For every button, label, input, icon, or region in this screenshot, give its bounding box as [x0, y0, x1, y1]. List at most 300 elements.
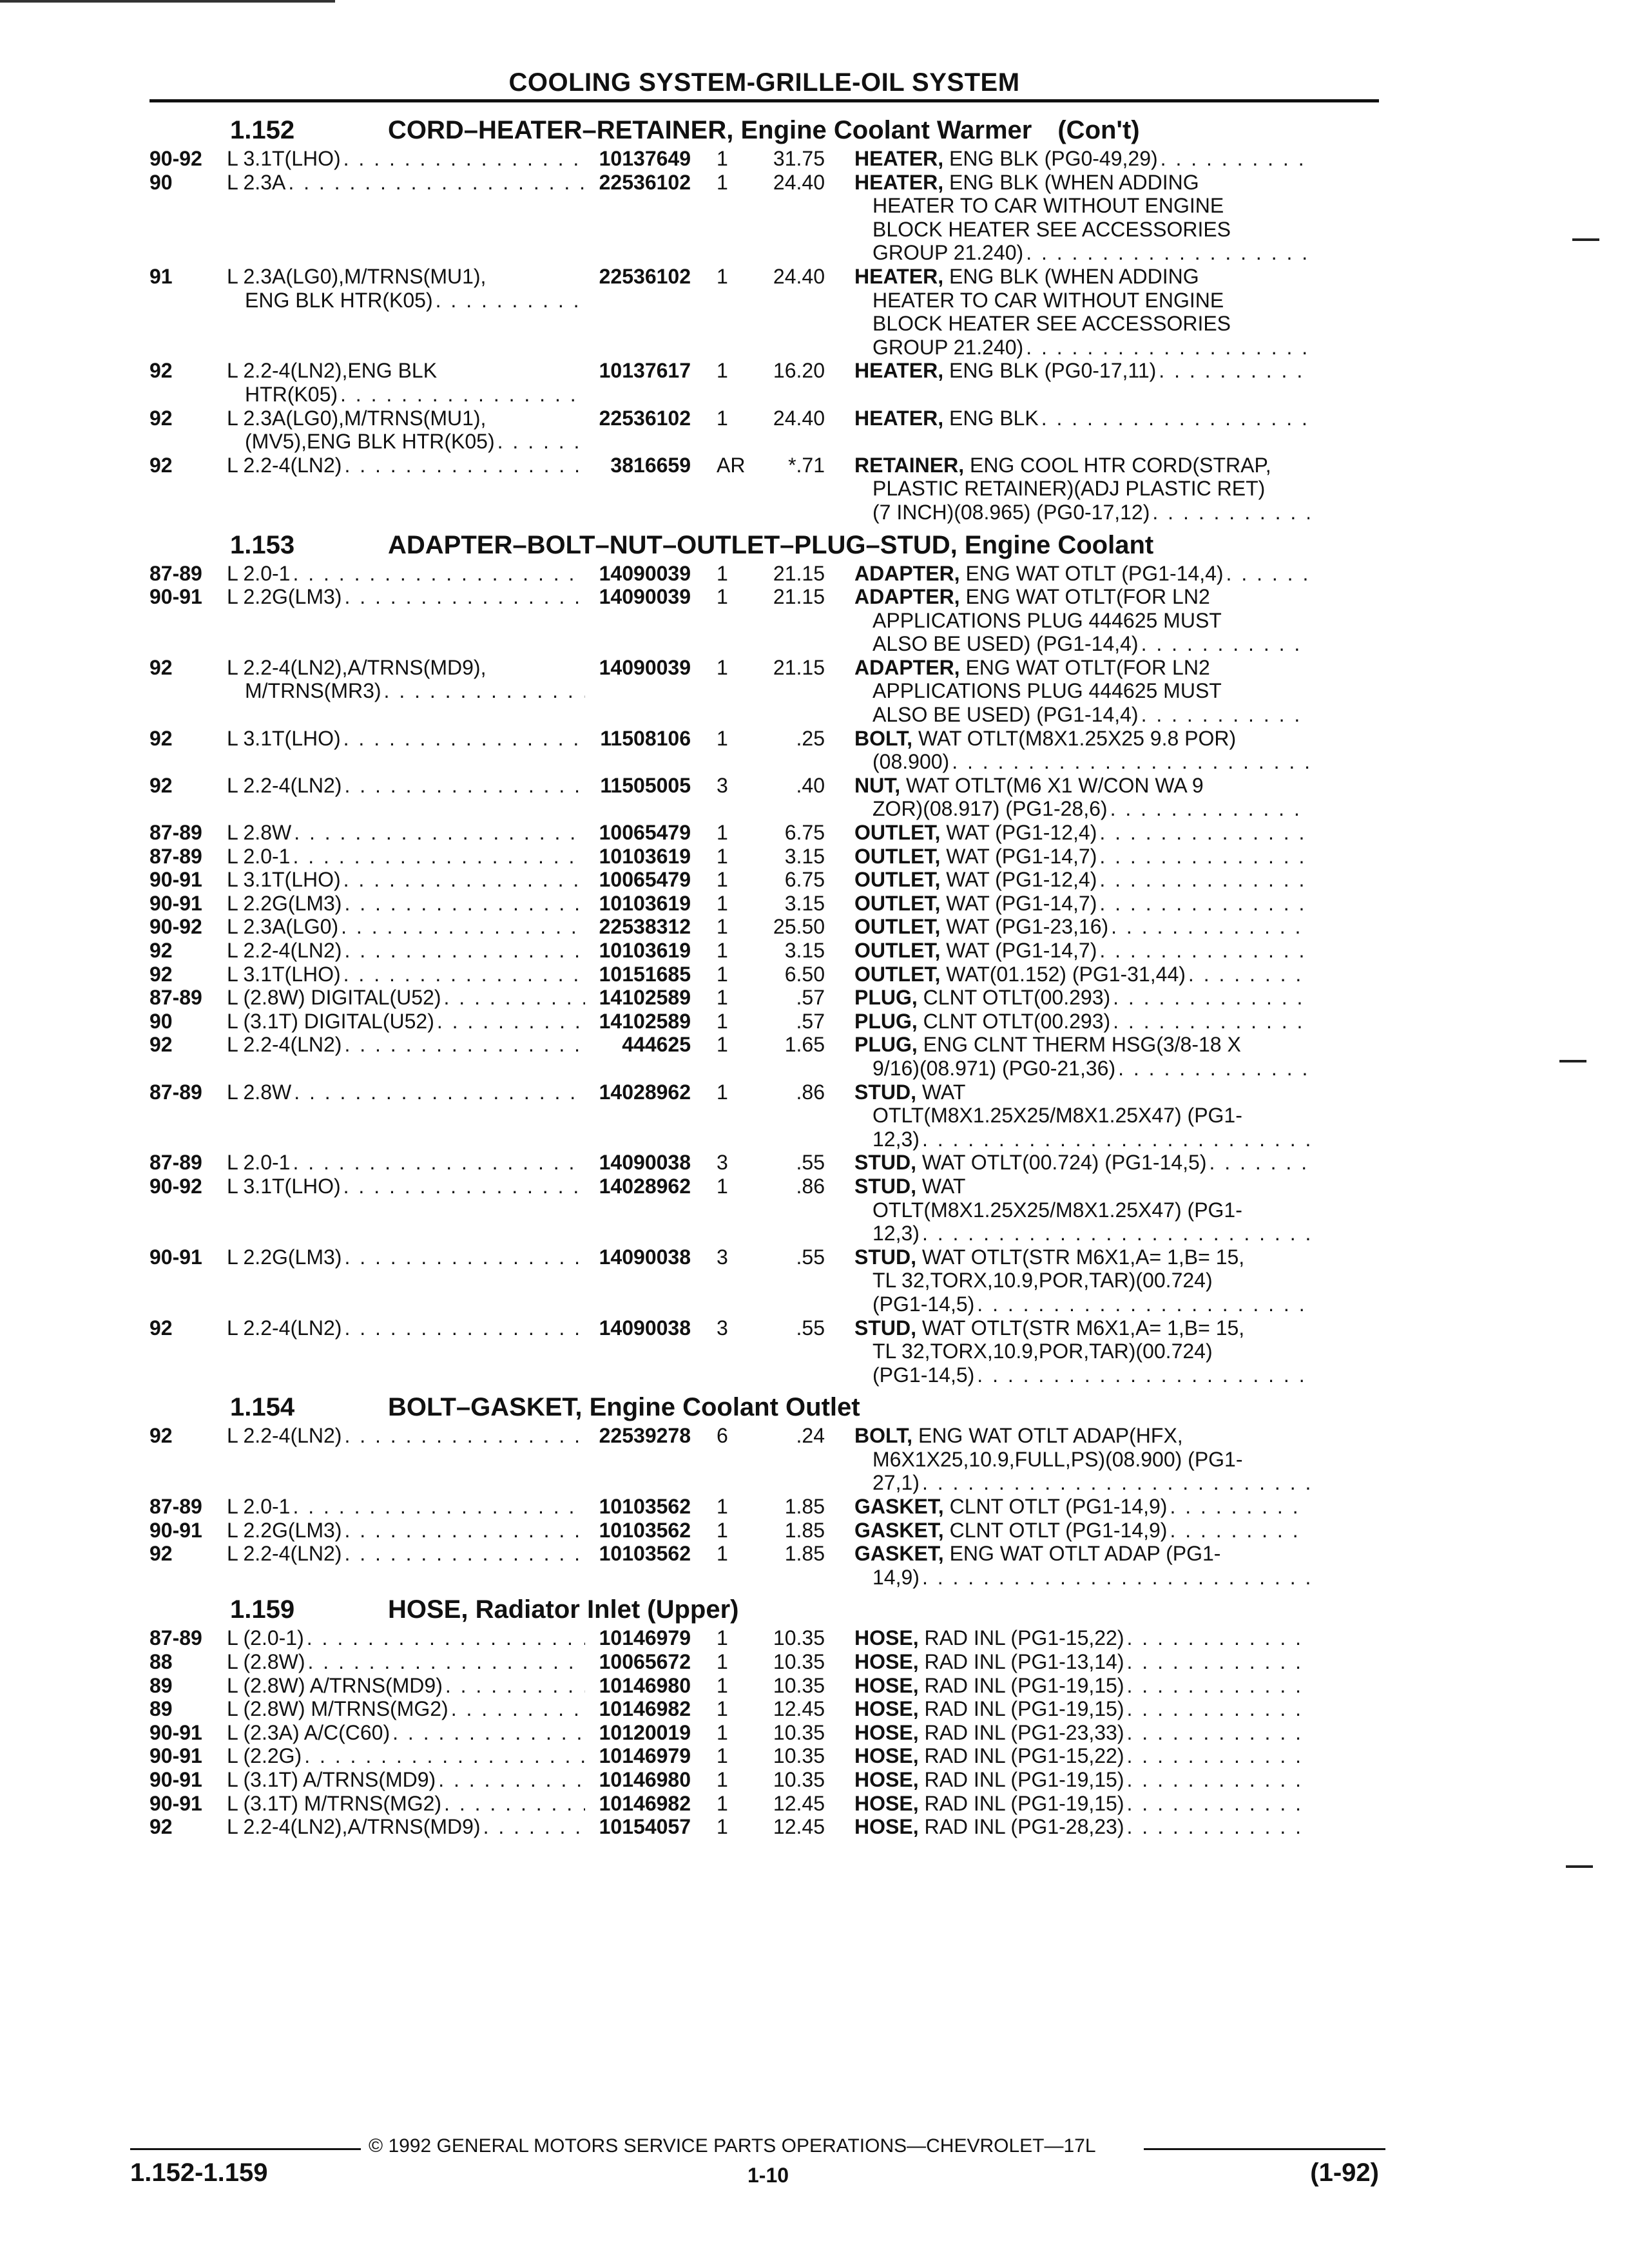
part-number: 22536102	[599, 170, 691, 194]
parts-row	[149, 821, 1379, 845]
part-name: PLUG,	[854, 1009, 918, 1033]
footer-rule-left	[130, 2148, 361, 2150]
part-detail: WAT	[921, 1080, 966, 1104]
description-text: L (2.8W)	[227, 1650, 305, 1674]
dot-leader	[1127, 1815, 1310, 1839]
description-line	[227, 1697, 588, 1721]
dot-leader	[293, 562, 585, 586]
part-name: HEATER,	[854, 170, 944, 194]
part-line	[854, 171, 1312, 195]
part-line	[854, 1448, 1312, 1472]
part-name: HOSE,	[854, 1650, 919, 1674]
parts-row	[149, 1721, 1379, 1745]
parts-row	[149, 1792, 1379, 1816]
section-range: 1.152-1.159	[130, 2158, 268, 2187]
part-name: GASKET,	[854, 1495, 944, 1519]
application-description	[227, 454, 588, 477]
description-text: L 2.2-4(LN2)	[227, 1316, 342, 1340]
part-name: OUTLET,	[854, 891, 941, 915]
parts-row	[149, 892, 1379, 916]
application-description	[227, 1519, 588, 1542]
description-text: ENG BLK HTR(K05)	[245, 288, 433, 312]
price: 21.15	[773, 585, 825, 609]
part-detail: WAT OTLT(M6 X1 W/CON WA 9	[906, 773, 1204, 797]
part-line	[854, 915, 1312, 939]
price: 12.45	[773, 1815, 825, 1839]
part-line	[854, 1293, 1312, 1316]
dot-leader	[294, 1081, 585, 1104]
part-detail: WAT (PG1-23,16)	[946, 915, 1109, 939]
description-line	[227, 939, 588, 963]
part-detail: OTLT(M8X1.25X25/M8X1.25X47) (PG1-	[872, 1198, 1242, 1222]
dot-leader	[293, 845, 585, 869]
part-detail: ENG WAT OTLT(FOR LN2	[965, 655, 1210, 679]
parts-row	[149, 1815, 1379, 1839]
part-detail: RAD INL (PG1-19,15)	[924, 1697, 1124, 1721]
application-description	[227, 986, 588, 1010]
part-number: 10103619	[599, 939, 691, 962]
part-name: HOSE,	[854, 1791, 919, 1815]
parts-row	[149, 986, 1379, 1010]
part-line	[854, 1815, 1312, 1839]
section-heading	[149, 1593, 1379, 1626]
quantity: 1	[717, 1518, 728, 1542]
section-number: 1.159	[230, 1595, 295, 1624]
model-years: 87-89	[149, 1626, 202, 1650]
description-line	[227, 454, 588, 477]
part-line	[854, 727, 1312, 751]
part-line	[854, 1674, 1312, 1698]
dot-leader	[1127, 1626, 1310, 1650]
continued-label: (Con't)	[1057, 116, 1140, 144]
price: 6.75	[784, 868, 825, 892]
price: 3.15	[784, 844, 825, 868]
application-description	[227, 1424, 588, 1448]
quantity: 1	[717, 1720, 728, 1744]
quantity: 1	[717, 868, 728, 892]
parts-row	[149, 1626, 1379, 1650]
description-text: L 2.2G(LM3)	[227, 1518, 342, 1542]
application-description	[227, 939, 588, 963]
dot-leader	[451, 1697, 585, 1721]
dot-leader	[304, 1744, 585, 1768]
dot-leader	[1127, 1697, 1310, 1721]
part-description	[854, 1316, 1312, 1387]
description-text: L (2.3A) A/C(C60)	[227, 1720, 390, 1744]
part-description	[854, 1175, 1312, 1245]
description-line	[227, 868, 588, 892]
part-name: GASKET,	[854, 1518, 944, 1542]
part-detail: ENG WAT OTLT ADAP(HFX,	[918, 1424, 1183, 1448]
part-line	[854, 1128, 1312, 1151]
price: .86	[796, 1080, 825, 1104]
part-number: 22539278	[599, 1424, 691, 1448]
price: 6.75	[784, 821, 825, 845]
parts-row	[149, 1674, 1379, 1698]
part-line	[854, 194, 1312, 218]
dot-leader	[343, 1175, 585, 1198]
application-description	[227, 1316, 588, 1340]
description-text: L (2.0-1)	[227, 1626, 304, 1650]
part-detail: WAT (PG1-14,7)	[946, 891, 1097, 915]
dot-leader	[344, 774, 585, 798]
description-line	[227, 171, 588, 195]
price: *.71	[788, 453, 825, 477]
price: 24.40	[773, 406, 825, 430]
price: 10.35	[773, 1626, 825, 1650]
part-line	[854, 609, 1312, 633]
part-detail: 14,9)	[872, 1565, 920, 1589]
part-name: RETAINER,	[854, 453, 965, 477]
dot-leader	[1161, 147, 1309, 171]
dot-leader	[344, 1519, 585, 1542]
model-years: 90	[149, 1009, 173, 1033]
part-detail: APPLICATIONS PLUG 444625 MUST	[872, 608, 1222, 632]
part-number: 10065672	[599, 1650, 691, 1674]
part-name: BOLT,	[854, 1424, 913, 1448]
dot-leader	[343, 963, 585, 986]
section-number: 1.152	[230, 116, 295, 144]
section-title-text: BOLT–GASKET, Engine Coolant Outlet	[388, 1393, 860, 1422]
part-detail: ENG BLK (WHEN ADDING	[949, 170, 1199, 194]
application-description	[227, 1151, 588, 1175]
part-detail: WAT	[921, 1174, 966, 1198]
part-description	[854, 727, 1312, 774]
quantity: 1	[717, 821, 728, 845]
part-detail: ALSO BE USED) (PG1-14,4)	[872, 703, 1139, 727]
part-line	[854, 265, 1312, 289]
model-years: 92	[149, 1316, 173, 1340]
price: 25.50	[773, 915, 825, 939]
margin-mark	[1559, 1060, 1586, 1062]
model-years: 90-91	[149, 1744, 202, 1768]
part-detail: RAD INL (PG1-28,23)	[924, 1815, 1124, 1839]
description-text: M/TRNS(MR3)	[245, 679, 381, 703]
dot-leader	[444, 986, 586, 1010]
part-line	[854, 1768, 1312, 1792]
part-line	[854, 1650, 1312, 1674]
part-number: 14090039	[599, 585, 691, 609]
part-line	[854, 750, 1312, 774]
description-text: L 2.2-4(LN2)	[227, 1033, 342, 1057]
part-detail: 12,3)	[872, 1222, 920, 1245]
part-number: 10146979	[599, 1744, 691, 1768]
description-text: L 2.2-4(LN2)	[227, 453, 342, 477]
part-name: STUD,	[854, 1245, 916, 1269]
part-name: OUTLET,	[854, 821, 941, 845]
part-line	[854, 1626, 1312, 1650]
dot-leader	[1099, 868, 1309, 892]
quantity: 1	[717, 170, 728, 194]
part-description	[854, 1744, 1312, 1768]
part-detail: TL 32,TORX,10.9,POR,TAR)(00.724)	[872, 1340, 1213, 1363]
part-number: 10146982	[599, 1791, 691, 1815]
application-description	[227, 774, 588, 798]
price: .57	[796, 986, 825, 1010]
part-number: 10120019	[599, 1720, 691, 1744]
dot-leader	[977, 1293, 1309, 1316]
quantity: 1	[717, 1650, 728, 1674]
footer-rule-right	[1144, 2148, 1385, 2150]
section-title	[388, 528, 1153, 562]
dot-leader	[977, 1363, 1309, 1387]
parts-row	[149, 1081, 1379, 1151]
parts-row	[149, 171, 1379, 265]
model-years: 87-89	[149, 1495, 202, 1519]
description-text: L 3.1T(LHO)	[227, 147, 341, 170]
part-line	[854, 632, 1312, 656]
model-years: 92	[149, 726, 173, 750]
section-heading	[149, 113, 1379, 147]
price: .25	[796, 726, 825, 750]
description-line	[227, 1033, 588, 1057]
part-line	[854, 562, 1312, 586]
part-detail: M6X1X25,10.9,FULL,PS)(08.900) (PG1-	[872, 1447, 1243, 1471]
model-years: 90-92	[149, 1174, 202, 1198]
part-detail: ENG CLNT THERM HSG(3/8-18 X	[923, 1033, 1241, 1057]
price: 10.35	[773, 1720, 825, 1744]
part-detail: APPLICATIONS PLUG 444625 MUST	[872, 679, 1222, 703]
part-name: HEATER,	[854, 406, 944, 430]
part-detail: CLNT OTLT(00.293)	[923, 1009, 1111, 1033]
description-text: L 2.2-4(LN2)	[227, 1542, 342, 1566]
quantity: 1	[717, 406, 728, 430]
part-name: HOSE,	[854, 1768, 919, 1791]
quantity: 1	[717, 1080, 728, 1104]
part-number: 10146979	[599, 1626, 691, 1650]
application-description	[227, 727, 588, 751]
description-line	[227, 359, 588, 383]
part-line	[854, 1424, 1312, 1448]
part-detail: RAD INL (PG1-19,15)	[924, 1768, 1124, 1791]
description-line	[227, 1744, 588, 1768]
model-years: 90-91	[149, 891, 202, 915]
part-detail: CLNT OTLT (PG1-14,9)	[949, 1495, 1168, 1519]
model-years: 87-89	[149, 1080, 202, 1104]
description-line	[227, 1081, 588, 1104]
part-line	[854, 1721, 1312, 1745]
part-line	[854, 1269, 1312, 1293]
model-years: 87-89	[149, 986, 202, 1010]
dot-leader	[344, 1033, 585, 1057]
part-description	[854, 1081, 1312, 1151]
part-description	[854, 585, 1312, 656]
price: 24.40	[773, 264, 825, 288]
description-line	[227, 727, 588, 751]
description-line	[227, 147, 588, 171]
description-line	[227, 1495, 588, 1519]
parts-row	[149, 1650, 1379, 1674]
page-number: 1-10	[747, 2164, 789, 2187]
description-text: L 2.8W	[227, 1080, 292, 1104]
part-number: 10065479	[599, 868, 691, 892]
description-text: L 2.2-4(LN2)	[227, 939, 342, 962]
dot-leader	[344, 585, 585, 609]
price: 1.65	[784, 1033, 825, 1057]
parts-row	[149, 1245, 1379, 1316]
parts-row	[149, 1424, 1379, 1495]
part-detail: WAT OTLT(STR M6X1,A= 1,B= 15,	[921, 1245, 1245, 1269]
part-number: 22538312	[599, 915, 691, 939]
dot-leader	[438, 1768, 585, 1792]
part-description	[854, 1033, 1312, 1080]
part-name: HEATER,	[854, 147, 944, 170]
part-detail: (08.900)	[872, 750, 950, 774]
parts-row	[149, 963, 1379, 986]
quantity: 6	[717, 1424, 728, 1448]
dot-leader	[308, 1650, 586, 1674]
part-line	[854, 821, 1312, 845]
application-description	[227, 868, 588, 892]
section-number: 1.154	[230, 1393, 295, 1422]
quantity: 1	[717, 915, 728, 939]
description-line	[227, 1316, 588, 1340]
description-text: L (2.2G)	[227, 1744, 302, 1768]
parts-row	[149, 1768, 1379, 1792]
description-text: L 2.0-1	[227, 1495, 291, 1519]
part-name: NUT,	[854, 773, 901, 797]
part-detail: WAT OTLT(00.724) (PG1-14,5)	[921, 1151, 1207, 1175]
quantity: 1	[717, 1815, 728, 1839]
section-title-text: ADAPTER–BOLT–NUT–OUTLET–PLUG–STUD, Engine Coolant	[388, 530, 1154, 559]
model-years: 91	[149, 264, 173, 288]
part-number: 10065479	[599, 821, 691, 845]
part-line	[854, 679, 1312, 703]
part-line	[854, 986, 1312, 1010]
section-title	[388, 1390, 860, 1424]
section-heading	[149, 528, 1379, 562]
part-detail: GROUP 21.240)	[872, 335, 1024, 359]
part-number: 14102589	[599, 986, 691, 1010]
part-name: ADAPTER,	[854, 585, 960, 609]
description-line	[227, 562, 588, 586]
description-text: L 2.8W	[227, 821, 292, 845]
dot-leader	[288, 171, 585, 195]
part-name: STUD,	[854, 1316, 916, 1340]
part-line	[854, 797, 1312, 821]
part-name: HOSE,	[854, 1720, 919, 1744]
application-description	[227, 1081, 588, 1104]
section-title	[388, 113, 1140, 147]
description-text: L 2.2G(LM3)	[227, 585, 342, 609]
part-detail: ENG BLK (PG0-49,29)	[949, 147, 1158, 170]
model-years: 87-89	[149, 561, 202, 585]
description-text: L (2.8W) A/TRNS(MD9)	[227, 1673, 443, 1697]
part-name: ADAPTER,	[854, 655, 960, 679]
parts-row	[149, 147, 1379, 171]
part-line	[854, 939, 1312, 963]
quantity: 1	[717, 264, 728, 288]
part-detail: CLNT OTLT(00.293)	[923, 986, 1111, 1010]
description-text: HTR(K05)	[245, 382, 338, 406]
description-line	[227, 1792, 588, 1816]
dot-leader	[384, 679, 585, 703]
part-line	[854, 656, 1312, 680]
description-text: (MV5),ENG BLK HTR(K05)	[245, 430, 495, 454]
dot-leader	[1226, 562, 1309, 586]
quantity: 1	[717, 1744, 728, 1768]
model-years: 90-91	[149, 1245, 202, 1269]
price: 21.15	[773, 655, 825, 679]
description-line	[227, 1519, 588, 1542]
model-years: 88	[149, 1650, 173, 1674]
quantity: 3	[717, 1316, 728, 1340]
part-line	[854, 1519, 1312, 1542]
quantity: 1	[717, 655, 728, 679]
part-description	[854, 1721, 1312, 1745]
dot-leader	[1210, 1151, 1310, 1175]
dot-leader	[1041, 407, 1309, 430]
parts-row	[149, 1542, 1379, 1589]
part-line	[854, 1245, 1312, 1269]
description-line	[227, 1010, 588, 1033]
parts-row	[149, 454, 1379, 524]
part-line	[854, 963, 1312, 986]
part-line	[854, 1057, 1312, 1081]
part-detail: (7 INCH)(08.965) (PG0-17,12)	[872, 500, 1150, 524]
part-line	[854, 336, 1312, 360]
description-line	[227, 774, 588, 798]
quantity: 1	[717, 1033, 728, 1057]
part-detail: ENG BLK	[949, 406, 1039, 430]
application-description	[227, 1542, 588, 1566]
description-line	[227, 1175, 588, 1198]
part-name: HEATER,	[854, 264, 944, 288]
part-description	[854, 963, 1312, 986]
dot-leader	[437, 1010, 585, 1033]
application-description	[227, 963, 588, 986]
model-years: 92	[149, 406, 173, 430]
description-line	[227, 915, 588, 939]
part-line	[854, 1340, 1312, 1363]
part-name: HOSE,	[854, 1697, 919, 1721]
part-detail: GROUP 21.240)	[872, 241, 1024, 265]
description-line	[227, 656, 588, 680]
part-detail: WAT(01.152) (PG1-31,44)	[946, 962, 1186, 986]
quantity: 1	[717, 939, 728, 962]
part-line	[854, 1792, 1312, 1816]
part-number: 10146980	[599, 1768, 691, 1791]
parts-row	[149, 1175, 1379, 1245]
part-name: OUTLET,	[854, 868, 941, 892]
part-line	[854, 1363, 1312, 1387]
part-number: 22536102	[599, 264, 691, 288]
part-description	[854, 986, 1312, 1010]
description-text: L 2.0-1	[227, 561, 291, 585]
description-text: L 2.2G(LM3)	[227, 891, 342, 915]
price: 10.35	[773, 1768, 825, 1791]
description-text: L (3.1T) DIGITAL(U52)	[227, 1009, 434, 1033]
application-description	[227, 1815, 588, 1839]
dot-leader	[341, 915, 585, 939]
dot-leader	[344, 1245, 585, 1269]
application-description	[227, 821, 588, 845]
model-years: 90-91	[149, 868, 202, 892]
part-number: 10103619	[599, 891, 691, 915]
description-text: L 3.1T(LHO)	[227, 962, 341, 986]
description-line	[227, 289, 588, 312]
quantity: 1	[717, 891, 728, 915]
page-title: COOLING SYSTEM-GRILLE-OIL SYSTEM	[508, 68, 1020, 97]
price: 3.15	[784, 939, 825, 962]
model-years: 87-89	[149, 844, 202, 868]
description-line	[227, 963, 588, 986]
part-detail: WAT OTLT(STR M6X1,A= 1,B= 15,	[921, 1316, 1245, 1340]
part-line	[854, 407, 1312, 430]
description-text: L 2.0-1	[227, 1151, 291, 1175]
dot-leader	[1113, 1010, 1309, 1033]
description-line	[227, 1626, 588, 1650]
